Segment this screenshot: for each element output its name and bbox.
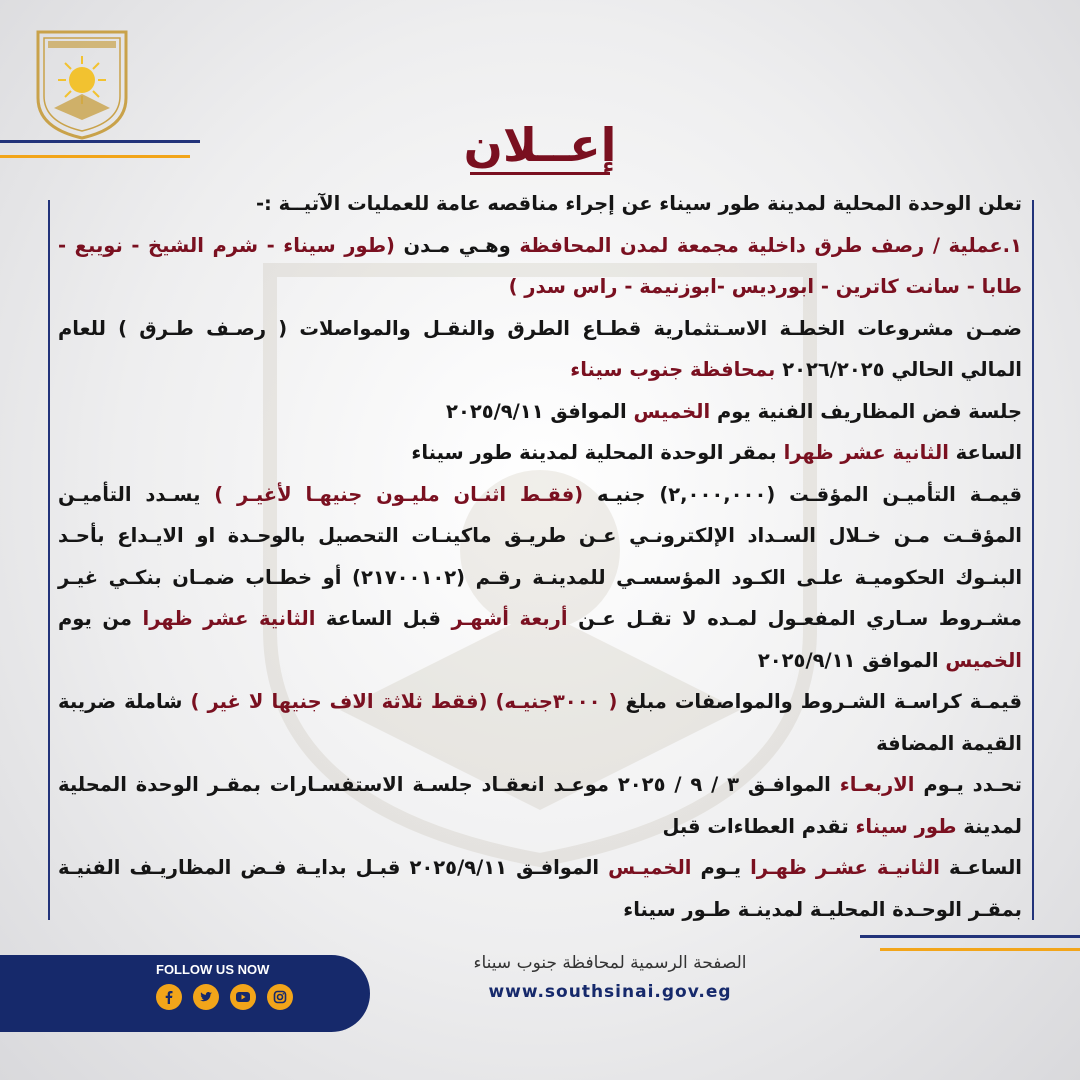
intro-line: تعلن الوحدة المحلية لمدينة طور سيناء عن إجراء مناقصه عامة للعمليات الآتيــة :- <box>255 192 1022 215</box>
deadline-time: الثانيـة عشـر ظهـرا <box>750 856 940 879</box>
guarantee-before: قبل الساعة <box>315 607 452 630</box>
booklet-tax: شاملة ضريبة القيمة المضافة <box>58 690 1022 755</box>
deadline-day: الخميـس <box>608 856 692 879</box>
insurance-paragraph <box>58 474 1022 682</box>
bottom-accent-line-navy <box>860 935 1080 938</box>
deadline-day-prefix: يـوم <box>691 856 751 879</box>
announcement-body <box>58 183 1022 930</box>
youtube-icon[interactable] <box>230 984 256 1010</box>
operation-paragraph <box>58 225 1022 308</box>
guarantee-day: الخميس <box>945 648 1022 672</box>
insurance-amount: قيمـة التأميـن المؤقـت (٢,٠٠٠,٠٠٠) جنيـه <box>583 482 1022 506</box>
plan-text: ضمـن مشروعات الخطـة الاسـتثمارية قطـاع الطرق والنقـل والمواصلات ( رصـف طـرق ) للعام المالي الحالي ٢٠٢٦/٢٠٢٥ <box>58 316 1022 381</box>
deadline-prefix: الساعـة <box>939 856 1022 879</box>
booklet-text: قيمـة كراسـة الشـروط والمواصفات مبلغ <box>617 690 1022 713</box>
session-paragraph <box>58 391 1022 433</box>
operation-name: ١.عملية / رصف طرق داخلية مجمعة لمدن المحافظة <box>519 233 1022 257</box>
inquiry-text: الموافـق ٣ / ٩ / ٢٠٢٥ موعـد انعقـاد جلسـة الاستفسـارات بمقـر الوحدة المحلية لمدينة <box>58 773 1022 838</box>
cities-intro: وهـي مـدن <box>394 233 520 257</box>
inquiry-day: الاربعـاء <box>839 773 915 796</box>
guarantee-date: الموافق ٢٠٢٥/٩/١١ <box>757 648 946 672</box>
insurance-words: (فقـط اثنـان مليـون جنيهـا لأغيـر ) <box>214 482 584 506</box>
plan-paragraph <box>58 308 1022 391</box>
inquiry-city: طور سيناء <box>855 814 957 838</box>
session-date: الموافق ٢٠٢٥/٩/١١ <box>446 399 634 423</box>
booklet-price: ( ٣٠٠٠جنيـه) (فقط ثلاثة الاف جنيها لا غير ) <box>190 690 618 713</box>
time-value: الثانية عشر ظهرا <box>783 441 949 464</box>
inquiry-suffix: تقدم العطاءات قبل <box>662 814 856 838</box>
time-location: بمقر الوحدة المحلية لمدينة طور سيناء <box>411 441 784 464</box>
official-page-label: الصفحة الرسمية لمحافظة جنوب سيناء <box>473 953 747 973</box>
guarantee-from-day: من يوم <box>58 607 143 630</box>
cities-list: (طور سيناء - شرم الشيخ - نويبع - طابا - سانت كاترين - ابورديس -ابوزنيمة - راس سدر ) <box>58 233 1022 298</box>
twitter-icon[interactable] <box>193 984 219 1010</box>
deadline-paragraph <box>58 847 1022 930</box>
governorate-name: بمحافظة جنوب سيناء <box>570 358 776 381</box>
deadline-text: الموافـق ٢٠٢٥/٩/١١ قبـل بدايـة فـض المظاريـف الفنيـة بمقـر الوحـدة المحليـة لمدينـة طـور سيناء <box>58 856 1022 921</box>
guarantee-time: الثانية عشر ظهرا <box>142 607 316 630</box>
time-prefix: الساعة <box>948 441 1022 464</box>
instagram-icon[interactable] <box>267 984 293 1010</box>
right-frame-line <box>1032 200 1034 920</box>
bottom-accent-line-gold <box>880 948 1080 951</box>
social-links <box>156 984 293 1010</box>
inquiry-paragraph <box>58 764 1022 847</box>
facebook-icon[interactable] <box>156 984 182 1010</box>
left-frame-line <box>48 200 50 920</box>
website-link[interactable]: www.southsinai.gov.eg <box>488 982 732 1002</box>
session-text: جلسة فض المظاريف الفنية يوم <box>710 399 1022 423</box>
follow-us-label: FOLLOW US NOW <box>156 962 270 977</box>
insurance-details: يسـدد التأميـن المؤقـت مـن خـلال السـداد الإلكترونـي عـن طريـق ماكينـات التحصيل بالوحـدة او الايـداع بأحـد البنـوك الحكوميـة علـى الكـود المؤسسـي للمدينـة رقـم (٢١٧٠٠١٠٢) أو خطـاب ضمـان بنكـي غيـر مشـروط سـاري المفعـول لمـده لا تقـل عـن <box>58 482 1023 630</box>
booklet-paragraph <box>58 681 1022 764</box>
guarantee-duration: أربعة أشهـر <box>451 607 568 630</box>
announcement-title: إعــلان <box>463 118 617 172</box>
inquiry-prefix: تحـدد يـوم <box>914 773 1022 796</box>
time-paragraph <box>58 432 1022 474</box>
title-underline <box>470 172 610 175</box>
session-day: الخميس <box>633 399 711 423</box>
